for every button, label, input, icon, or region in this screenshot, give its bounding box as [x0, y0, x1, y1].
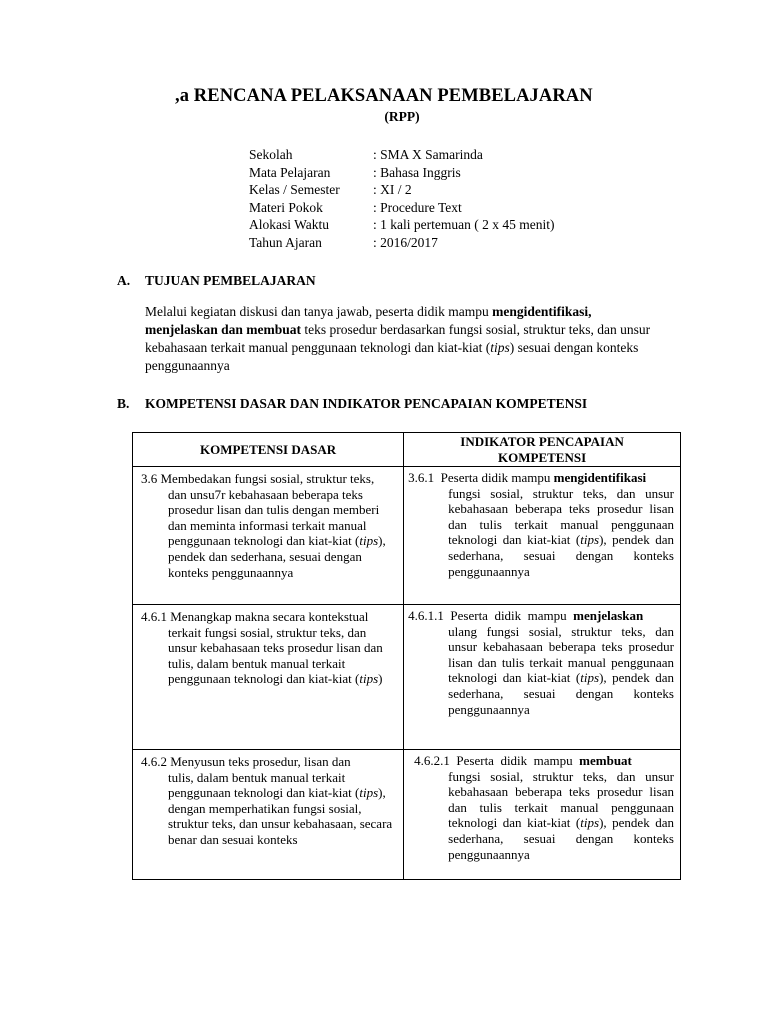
indicator-text: ), pendek dan sederhana, sesuai dengan konteks penggunaannya	[448, 670, 675, 717]
info-label: Materi Pokok	[249, 199, 323, 215]
kd-italic: tips	[359, 533, 379, 549]
indicator-italic: tips	[580, 532, 600, 548]
paragraph-line: penggunaannya	[145, 358, 230, 373]
kd-text: terkait fungsi sosial, struktur teks, dan unsur kebahasaan teks prosedur lisan dan tulis, dalam bentuk manual terkait penggunaan teknologi dan kiat-kiat (	[168, 624, 383, 687]
paragraph-text: kebahasaan terkait manual penggunaan teknologi dan kiat-kiat (	[145, 340, 491, 355]
info-row-topic	[249, 199, 554, 217]
info-value: : Procedure Text	[373, 199, 462, 215]
indicator-first-line	[408, 608, 674, 624]
kd-text-first: Menyusun teks prosedur, lisan dan	[170, 754, 351, 769]
kd-italic: tips	[359, 785, 379, 801]
paragraph-line	[145, 339, 685, 357]
indicator-cell	[404, 467, 681, 605]
info-label: Mata Pelajaran	[249, 164, 331, 180]
indicator-italic: tips	[580, 815, 600, 831]
header-kompetensi-dasar: KOMPETENSI DASAR	[133, 433, 404, 467]
indicator-number: 4.6.1.1	[408, 608, 444, 623]
document-subtitle: (RPP)	[384, 109, 420, 124]
info-value: : XI / 2	[373, 182, 412, 198]
kd-text-rest	[141, 625, 395, 687]
paragraph-line	[145, 321, 685, 339]
indicator-text: Peserta didik mampu	[443, 608, 574, 623]
kd-text: ), dengan memperhatikan fungsi sosial, struktur teks, dan unsur kebahasaan, secara benar dan sesuai konteks	[168, 785, 393, 847]
table-row	[133, 467, 681, 605]
indicator-text: fungsi sosial, struktur teks, dan unsur kebahasaan beberapa teks prosedur lisan dan tulis terkait manual penggunaan teknologi dan kiat-kiat (	[448, 485, 674, 548]
info-row-school	[249, 146, 554, 164]
indicator-bold: menjelaskan	[573, 608, 644, 623]
objective-paragraph	[145, 303, 685, 375]
kd-cell	[133, 605, 404, 750]
header-indikator-line-2: KOMPETENSI	[498, 449, 587, 465]
kd-text: dan unsu7r kebahasaan beberapa teks prosedur lisan dan tulis dengan memberi dan meminta informasi terkait manual penggunaan teknologi dan kiat-kiat (	[168, 486, 380, 549]
section-b-letter: B.	[117, 396, 130, 411]
paragraph-bold-text: menjelaskan dan membuat	[145, 322, 302, 337]
table-row	[133, 605, 681, 750]
indicator-text: ), pendek dan sederhana, sesuai dengan konteks penggunaannya	[448, 532, 675, 579]
info-value: : Bahasa Inggris	[373, 164, 461, 180]
kd-italic: tips	[359, 671, 379, 687]
info-label: Kelas / Semester	[249, 182, 340, 198]
paragraph-text: teks prosedur berdasarkan fungsi sosial, struktur teks, dan unsur	[301, 322, 651, 337]
document-title: ,a RENCANA PELAKSANAAN PEMBELAJARAN	[175, 86, 593, 106]
identity-table	[249, 146, 554, 252]
kd-number: 4.6.1	[141, 609, 171, 624]
kd-text: tulis, dalam bentuk manual terkait penggunaan teknologi dan kiat-kiat (	[168, 769, 360, 801]
info-label: Sekolah	[249, 147, 293, 162]
kd-number: 3.6	[141, 471, 161, 486]
indicator-first-line	[414, 753, 674, 769]
kd-text: )	[378, 671, 383, 687]
header-indikator-line-1: INDIKATOR PENCAPAIAN	[460, 433, 624, 449]
paragraph-text: Melalui kegiatan diskusi dan tanya jawab, peserta didik mampu	[145, 304, 493, 319]
section-a-letter: A.	[117, 273, 131, 288]
indicator-cell	[404, 750, 681, 880]
section-b-title: KOMPETENSI DASAR DAN INDIKATOR PENCAPAIAN KOMPETENSI	[145, 396, 588, 411]
indicator-text: ulang fungsi sosial, struktur teks, dan unsur kebahasaan beberapa teks prosedur lisan dan tulis terkait manual penggunaan teknologi dan kiat-kiat (	[448, 623, 674, 686]
kd-text-rest	[141, 770, 395, 848]
indicator-bold: membuat	[579, 753, 632, 768]
section-a-heading	[117, 273, 316, 289]
info-value: : 2016/2017	[373, 234, 438, 250]
kd-cell	[133, 467, 404, 605]
kd-text-rest	[141, 487, 395, 581]
indicator-number: 3.6.1	[408, 470, 435, 485]
indicator-bold: mengidentifikasi	[553, 470, 647, 485]
info-label: Alokasi Waktu	[249, 217, 330, 233]
info-value: : 1 kali pertemuan ( 2 x 45 menit)	[373, 217, 555, 233]
indicator-text: Peserta didik mampu	[434, 470, 554, 485]
indicator-text-rest	[408, 486, 674, 580]
indicator-text-rest	[414, 769, 674, 863]
kd-number: 4.6.2	[141, 754, 171, 769]
info-label: Tahun Ajaran	[249, 234, 322, 250]
info-row-subject	[249, 164, 554, 182]
info-row-time	[249, 216, 554, 234]
indicator-italic: tips	[580, 670, 600, 686]
paragraph-line	[145, 303, 685, 321]
table-row	[133, 750, 681, 880]
paragraph-bold-text: mengidentifikasi,	[492, 304, 592, 319]
info-value: : SMA X Samarinda	[373, 147, 483, 162]
indicator-number: 4.6.2.1	[414, 753, 450, 768]
paragraph-text: ) sesuai dengan konteks	[509, 340, 639, 355]
info-row-class	[249, 181, 554, 199]
indicator-text-rest	[408, 624, 674, 718]
competency-table	[132, 432, 681, 880]
header-indikator	[404, 433, 681, 467]
paragraph-italic-text: tips	[490, 340, 510, 355]
kd-text-first: Menangkap makna secara kontekstual	[170, 609, 369, 624]
section-b-heading	[117, 396, 587, 412]
indicator-first-line	[408, 470, 674, 486]
indicator-text: fungsi sosial, struktur teks, dan unsur kebahasaan beberapa teks prosedur lisan dan tulis terkait manual penggunaan teknologi dan kiat-kiat (	[448, 768, 674, 831]
indicator-text: ), pendek dan sederhana, sesuai dengan konteks penggunaannya	[448, 815, 675, 862]
section-a-title: TUJUAN PEMBELAJARAN	[145, 273, 316, 288]
kd-text: ), pendek dan sederhana, sesuai dengan konteks penggunaannya	[168, 533, 386, 580]
kd-cell	[133, 750, 404, 880]
kd-text-first: Membedakan fungsi sosial, struktur teks,	[160, 471, 375, 486]
info-row-year	[249, 234, 554, 252]
indicator-cell	[404, 605, 681, 750]
indicator-text: Peserta didik mampu	[449, 753, 580, 768]
table-header-row	[133, 433, 681, 467]
